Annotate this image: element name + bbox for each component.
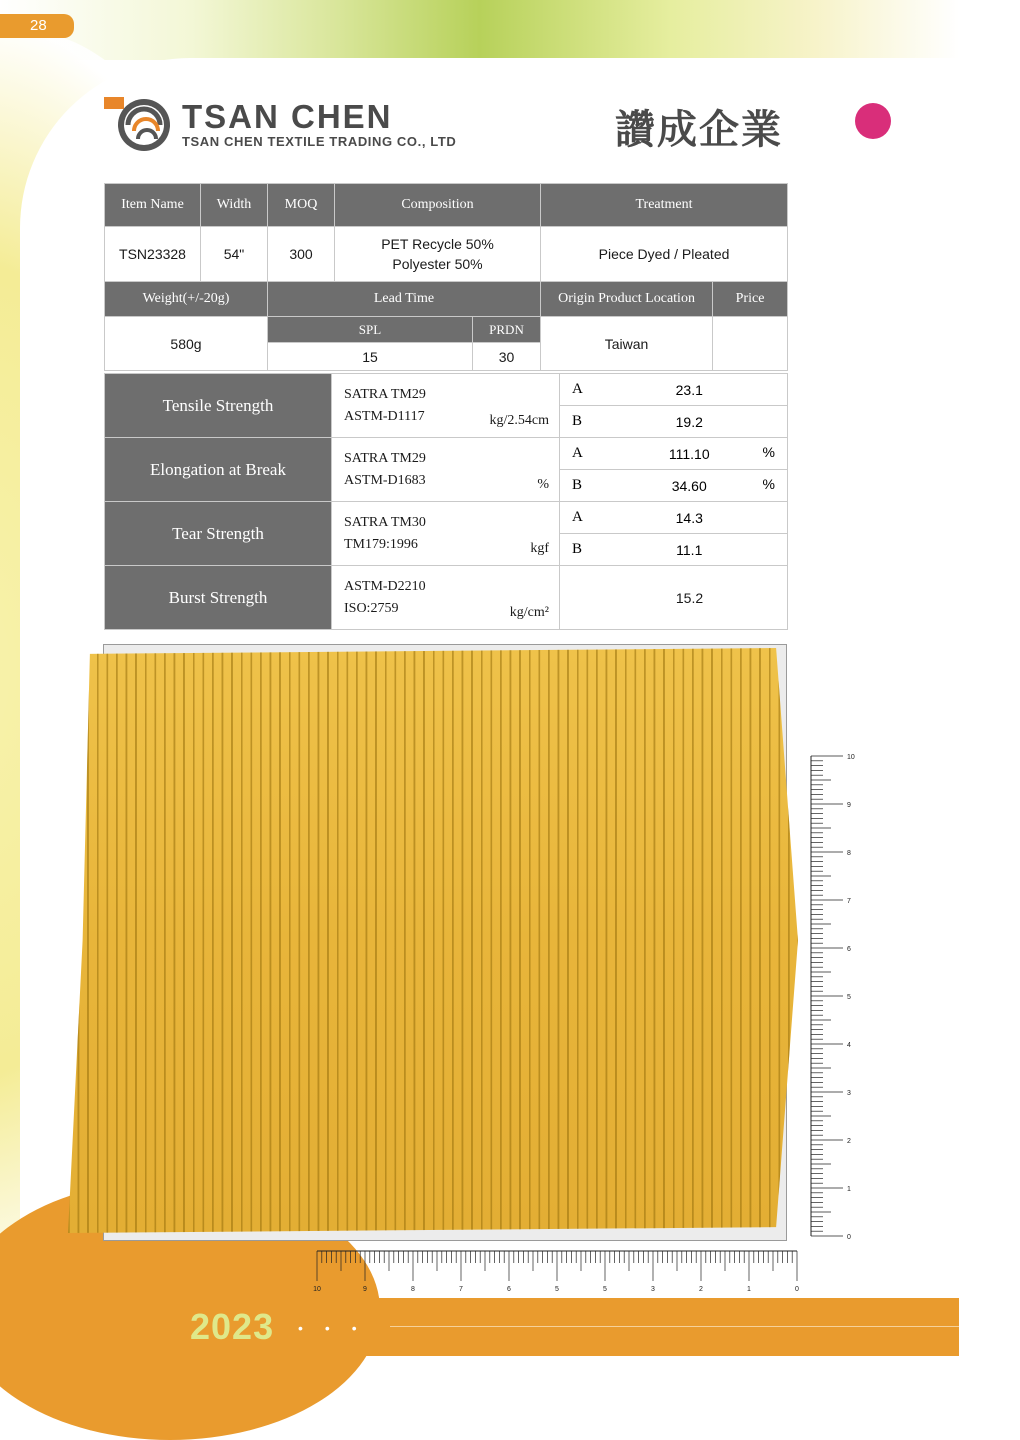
- tear-a-label: A: [560, 502, 592, 534]
- tensile-a-number: 23.1: [675, 381, 703, 398]
- ruler-h-label: 2: [699, 1286, 703, 1293]
- treatment-value: Piece Dyed / Pleated: [541, 227, 788, 282]
- elongation-b-label: B: [560, 470, 592, 502]
- composition-value: [335, 227, 541, 282]
- footer-line: [390, 1326, 959, 1327]
- tear-b-value: [592, 534, 788, 566]
- burst-unit: kg/cm²: [509, 605, 549, 620]
- ruler-v-label: 0: [847, 1234, 851, 1241]
- ruler-v-label: 8: [847, 850, 851, 857]
- burst-value: 15.2: [560, 566, 788, 630]
- chinese-company-name: 讚成企業: [615, 107, 783, 153]
- page-number: 28: [0, 14, 74, 38]
- fabric-swatch-image: [68, 648, 798, 1233]
- tear-unit: kgf: [530, 541, 549, 556]
- header-lead-time: Lead Time: [268, 282, 541, 317]
- header-width: Width: [201, 184, 268, 227]
- ruler-h-label: 6: [507, 1286, 511, 1293]
- composition-line-2: Polyester 50%: [392, 256, 483, 272]
- header-origin: Origin Product Location: [541, 282, 713, 317]
- burst-strength-method: [332, 566, 560, 630]
- elongation-a-value: [592, 438, 788, 470]
- moq-value: 300: [268, 227, 335, 282]
- horizontal-ruler: [314, 1250, 800, 1296]
- ruler-v-label: 10: [847, 754, 855, 761]
- elongation-a-number: 111.10: [668, 445, 710, 462]
- ruler-v-label: 4: [847, 1042, 851, 1049]
- elongation-b-number: 34.60: [671, 477, 707, 494]
- ruler-h-label: 1: [747, 1286, 751, 1293]
- tear-strength-method: [332, 502, 560, 566]
- elongation-method-1: SATRA TM29: [344, 450, 426, 466]
- spec-table: [104, 183, 788, 371]
- tear-method-2: TM179:1996: [344, 536, 418, 552]
- tensile-b-number: 19.2: [675, 413, 703, 430]
- ruler-v-label: 6: [847, 946, 851, 953]
- header-decoration: [0, 0, 959, 60]
- elongation-method-2: ASTM-D1683: [344, 472, 426, 488]
- elongation-a-pct: %: [762, 444, 775, 460]
- company-logo-icon: [104, 95, 168, 155]
- tensile-strength-method: [332, 374, 560, 438]
- ruler-h-label: 5: [555, 1286, 559, 1293]
- header-weight: Weight(+/-20g): [105, 282, 268, 317]
- brand-name: TSAN CHEN: [182, 98, 393, 135]
- tensile-method-1: SATRA TM29: [344, 386, 426, 402]
- header-moq: MOQ: [268, 184, 335, 227]
- ruler-v-label: 2: [847, 1138, 851, 1145]
- footer-dots: •••: [298, 1320, 379, 1336]
- tear-strength-label: Tear Strength: [105, 502, 332, 566]
- elongation-method: [332, 438, 560, 502]
- price-value: [713, 317, 788, 371]
- burst-method-2: ISO:2759: [344, 600, 399, 616]
- elongation-unit: %: [537, 477, 549, 492]
- tear-b-number: 11.1: [676, 541, 703, 558]
- tear-b-label: B: [560, 534, 592, 566]
- header-treatment: Treatment: [541, 184, 788, 227]
- burst-method-1: ASTM-D2210: [344, 578, 426, 594]
- tensile-a-label: A: [560, 374, 592, 406]
- vertical-ruler: [810, 750, 860, 1240]
- elongation-a-label: A: [560, 438, 592, 470]
- ruler-v-label: 5: [847, 994, 851, 1001]
- tensile-method-2: ASTM-D1117: [344, 408, 425, 424]
- header-price: Price: [713, 282, 788, 317]
- tear-method-1: SATRA TM30: [344, 514, 426, 530]
- ruler-h-label: 0: [795, 1286, 799, 1293]
- width-value: 54": [201, 227, 268, 282]
- tensile-b-label: B: [560, 406, 592, 438]
- ruler-v-label: 9: [847, 802, 851, 809]
- ruler-v-label: 1: [847, 1186, 851, 1193]
- ruler-h-label: 10: [313, 1286, 321, 1293]
- elongation-b-pct: %: [762, 476, 775, 492]
- origin-value: Taiwan: [541, 317, 713, 371]
- properties-table: [104, 373, 788, 630]
- ruler-v-label: 7: [847, 898, 851, 905]
- elongation-label: Elongation at Break: [105, 438, 332, 502]
- pink-dot: [855, 103, 891, 139]
- footer-year: 2023: [190, 1306, 275, 1347]
- tensile-strength-label: Tensile Strength: [105, 374, 332, 438]
- ruler-h-label: 9: [363, 1286, 367, 1293]
- tensile-b-value: [592, 406, 788, 438]
- brand-subtitle: TSAN CHEN TEXTILE TRADING CO., LTD: [182, 134, 457, 149]
- ruler-h-label: 7: [459, 1286, 463, 1293]
- elongation-b-value: [592, 470, 788, 502]
- ruler-h-label: 8: [411, 1286, 415, 1293]
- item-name-value: TSN23328: [105, 227, 201, 282]
- header-prdn: PRDN: [473, 317, 541, 343]
- tear-a-number: 14.3: [675, 509, 703, 526]
- tensile-a-value: [592, 374, 788, 406]
- prdn-value: 30: [473, 343, 541, 371]
- ruler-h-label: 3: [651, 1286, 655, 1293]
- header-spl: SPL: [268, 317, 473, 343]
- burst-strength-label: Burst Strength: [105, 566, 332, 630]
- header-composition: Composition: [335, 184, 541, 227]
- weight-value: 580g: [105, 317, 268, 371]
- tear-a-value: [592, 502, 788, 534]
- ruler-v-label: 3: [847, 1090, 851, 1097]
- header-item-name: Item Name: [105, 184, 201, 227]
- ruler-h-label: 5: [603, 1286, 607, 1293]
- tensile-unit: kg/2.54cm: [489, 413, 549, 428]
- spl-value: 15: [268, 343, 473, 371]
- composition-line-1: PET Recycle 50%: [381, 236, 494, 252]
- footer-bar: [0, 1298, 959, 1356]
